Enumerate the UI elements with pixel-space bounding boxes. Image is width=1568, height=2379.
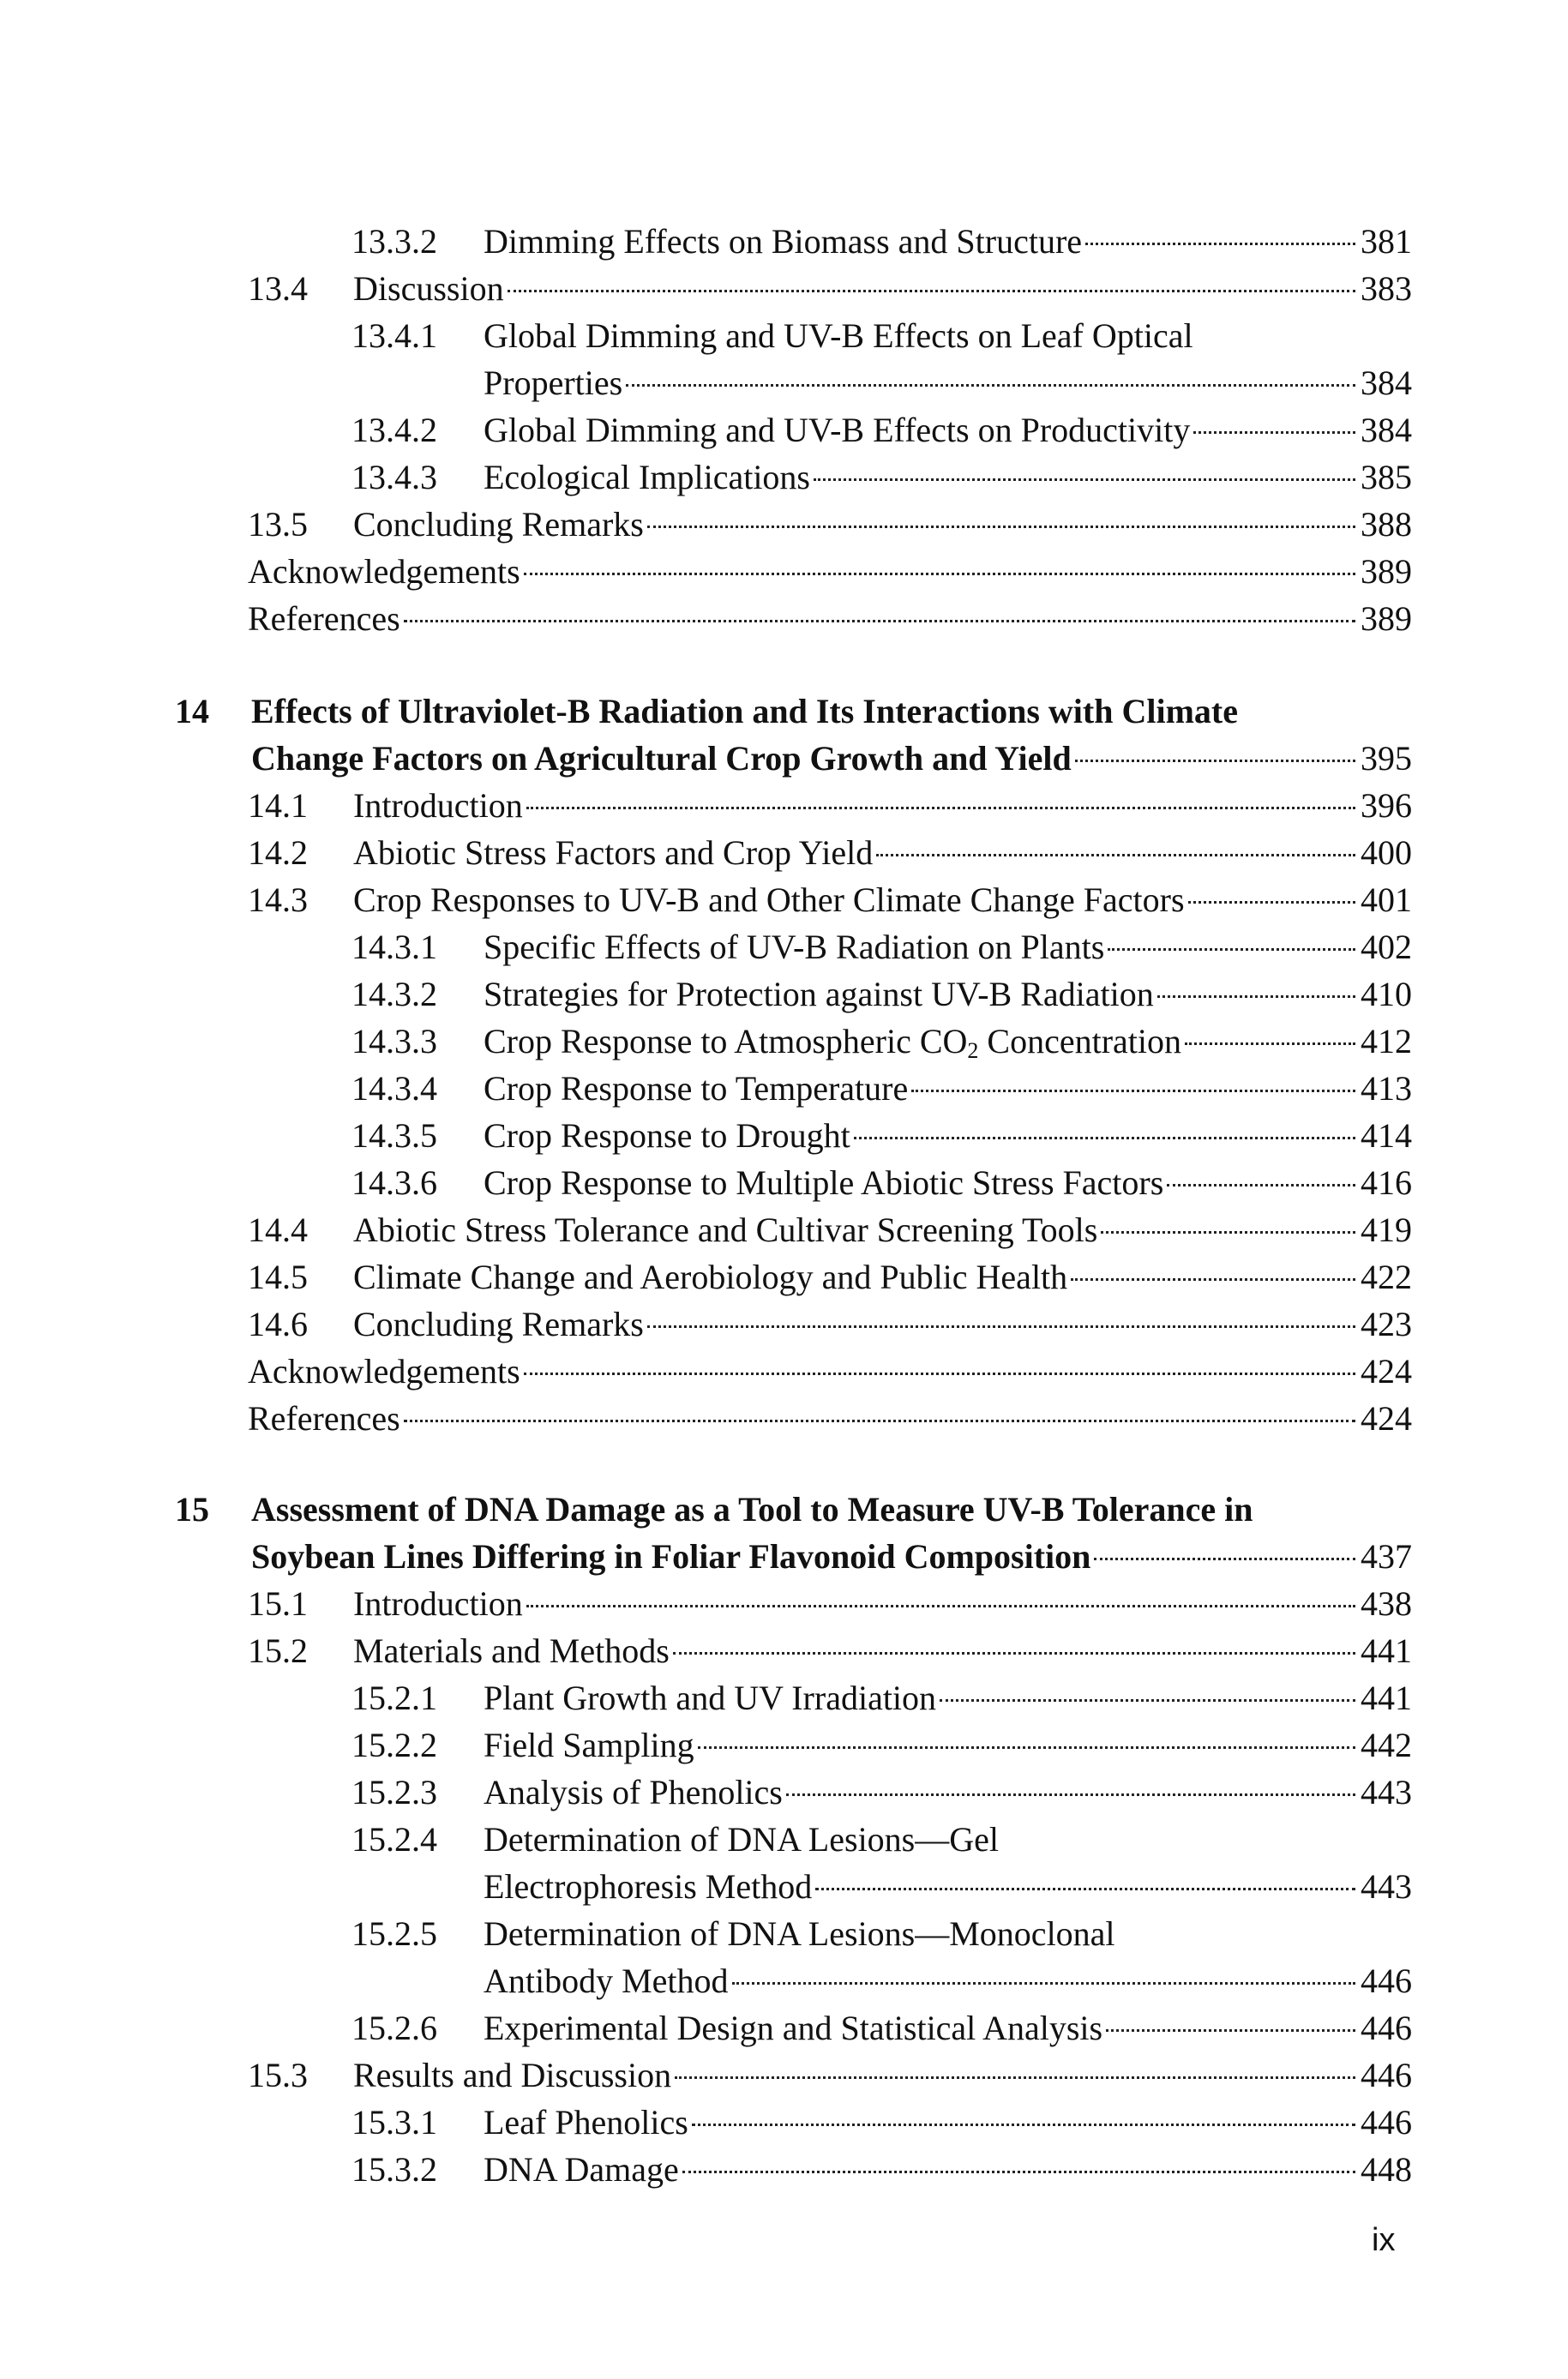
- entry-number: 15.3.2: [351, 2150, 437, 2189]
- dot-leader: [786, 1793, 1355, 1796]
- toc-entry: [0, 1674, 1568, 1722]
- toc-entry: [0, 548, 1568, 596]
- entry-number: 13.4.2: [351, 411, 437, 449]
- dot-leader: [1085, 243, 1355, 245]
- dot-leader: [1185, 1042, 1355, 1045]
- entry-title: Concluding Remarks: [353, 505, 644, 544]
- entry-number: 15.1: [248, 1584, 308, 1623]
- dot-leader: [647, 1325, 1355, 1328]
- entry-title: Materials and Methods: [353, 1631, 670, 1670]
- entry-title: Strategies for Protection against UV-B Radiation: [484, 975, 1154, 1013]
- dot-leader: [1193, 431, 1355, 434]
- entry-page: 381: [1361, 222, 1412, 261]
- entry-title: Plant Growth and UV Irradiation: [484, 1679, 937, 1717]
- chapter-heading: [0, 688, 1568, 736]
- toc-entry: [0, 782, 1568, 830]
- dot-leader: [911, 1090, 1355, 1092]
- entry-number: 13.4: [248, 269, 308, 308]
- dot-leader: [940, 1699, 1355, 1702]
- entry-number: 14.1: [248, 786, 308, 825]
- toc-entry: [0, 1627, 1568, 1675]
- entry-page: 396: [1361, 786, 1412, 825]
- entry-title: Abiotic Stress Factors and Crop Yield: [353, 833, 874, 872]
- entry-number: 13.3.2: [351, 222, 437, 261]
- entry-title: Acknowledgements: [248, 1352, 520, 1391]
- entry-title: Climate Change and Aerobiology and Public Health: [353, 1258, 1068, 1296]
- chapter-heading: [0, 1486, 1568, 1534]
- entry-number: 15.2.6: [351, 2009, 437, 2047]
- entry-page: 437: [1361, 1537, 1412, 1576]
- entry-page: 389: [1361, 599, 1412, 638]
- entry-number: 14.3: [248, 880, 308, 919]
- toc-entry: [0, 265, 1568, 313]
- entry-page: 402: [1361, 928, 1412, 966]
- toc-entry-continuation: [0, 1957, 1568, 2005]
- toc-entry: [0, 970, 1568, 1018]
- chapter-title-line1: Assessment of DNA Damage as a Tool to Measure UV-B Tolerance in: [251, 1490, 1253, 1529]
- entry-title: References: [248, 599, 400, 638]
- entry-number: 14.2: [248, 833, 308, 872]
- entry-title: Field Sampling: [484, 1726, 694, 1764]
- entry-page: 410: [1361, 975, 1412, 1013]
- dot-leader: [524, 1373, 1355, 1375]
- toc-entry: [0, 1112, 1568, 1160]
- toc-entry: [0, 454, 1568, 502]
- entry-page: 448: [1361, 2150, 1412, 2189]
- entry-number: 13.5: [248, 505, 308, 544]
- entry-number: 15.2.1: [351, 1679, 437, 1717]
- entry-number: 14.3.3: [351, 1022, 437, 1060]
- entry-title: Dimming Effects on Biomass and Structure: [484, 222, 1083, 261]
- toc-entry: [0, 1206, 1568, 1254]
- dot-leader: [508, 290, 1355, 292]
- toc-entry: [0, 1301, 1568, 1349]
- toc-entry: [0, 1395, 1568, 1443]
- entry-number: 15.2.2: [351, 1726, 437, 1764]
- dot-leader: [647, 526, 1355, 528]
- entry-number: 13.4.3: [351, 458, 437, 496]
- entry-number: 14.3.1: [351, 928, 437, 966]
- entry-title: DNA Damage: [484, 2150, 679, 2189]
- dot-leader: [404, 620, 1355, 622]
- chapter-title-line1: Effects of Ultraviolet-B Radiation and Its Interactions with Climate: [251, 692, 1238, 730]
- entry-number: 14.3.4: [351, 1069, 437, 1108]
- chapter-heading-continuation: [0, 735, 1568, 783]
- dot-leader: [692, 2124, 1355, 2126]
- entry-title: Concluding Remarks: [353, 1305, 644, 1343]
- entry-title-line1: Global Dimming and UV-B Effects on Leaf Optical: [484, 316, 1193, 355]
- dot-leader: [1075, 760, 1355, 762]
- entry-page: 385: [1361, 458, 1412, 496]
- entry-page: 383: [1361, 269, 1412, 308]
- entry-page: 443: [1361, 1773, 1412, 1811]
- entry-title: Abiotic Stress Tolerance and Cultivar Screening Tools: [353, 1211, 1098, 1249]
- toc-entry-continuation: [0, 1863, 1568, 1911]
- entry-title: Crop Response to Temperature: [484, 1069, 909, 1108]
- toc-entry: [0, 1910, 1568, 1958]
- toc-entry: [0, 1159, 1568, 1207]
- toc-entry: [0, 312, 1568, 360]
- entry-number: 15.2.3: [351, 1773, 437, 1811]
- entry-number: 14.3.2: [351, 975, 437, 1013]
- entry-title: Introduction: [353, 1584, 523, 1623]
- entry-title: Electrophoresis Method: [484, 1867, 813, 1906]
- entry-page: 419: [1361, 1211, 1412, 1249]
- entry-number: 15.3.1: [351, 2103, 437, 2142]
- entry-title: Crop Response to Drought: [484, 1116, 850, 1155]
- dot-leader: [526, 807, 1355, 809]
- entry-title: Experimental Design and Statistical Analysis: [484, 2009, 1103, 2047]
- dot-leader: [1094, 1558, 1355, 1560]
- chapter-title: Soybean Lines Differing in Foliar Flavonoid Composition: [251, 1537, 1091, 1576]
- dot-leader: [673, 1652, 1355, 1655]
- toc-entry: [0, 923, 1568, 971]
- dot-leader: [815, 1888, 1355, 1890]
- entry-page: 423: [1361, 1305, 1412, 1343]
- chapter-number: 14: [175, 692, 209, 730]
- entry-page: 443: [1361, 1867, 1412, 1906]
- entry-page: 438: [1361, 1584, 1412, 1623]
- toc-entry: [0, 1816, 1568, 1864]
- toc-entry: [0, 2146, 1568, 2194]
- toc-entry: [0, 1721, 1568, 1769]
- dot-leader: [404, 1420, 1355, 1422]
- entry-page: 389: [1361, 552, 1412, 591]
- toc-entry: [0, 1018, 1568, 1066]
- entry-page: 412: [1361, 1022, 1412, 1060]
- entry-title: Antibody Method: [484, 1961, 729, 2000]
- entry-page: 395: [1361, 739, 1412, 778]
- entry-page: 413: [1361, 1069, 1412, 1108]
- entry-number: 14.5: [248, 1258, 308, 1296]
- entry-page: 384: [1361, 411, 1412, 449]
- entry-number: 15.2.4: [351, 1820, 437, 1859]
- toc-entry: [0, 595, 1568, 643]
- dot-leader: [732, 1982, 1355, 1985]
- toc-entry: [0, 1769, 1568, 1817]
- toc-entry: [0, 2052, 1568, 2100]
- entry-number: 14.6: [248, 1305, 308, 1343]
- chapter-heading-continuation: [0, 1533, 1568, 1581]
- entry-title: Acknowledgements: [248, 552, 520, 591]
- entry-page: 424: [1361, 1352, 1412, 1391]
- entry-page: 424: [1361, 1399, 1412, 1438]
- entry-title: Results and Discussion: [353, 2056, 672, 2094]
- toc-entry: [0, 876, 1568, 924]
- toc-entry: [0, 1253, 1568, 1301]
- entry-number: 15.2: [248, 1631, 308, 1670]
- entry-title: Specific Effects of UV-B Radiation on Plants: [484, 928, 1105, 966]
- toc-entry: [0, 501, 1568, 549]
- toc-entry: [0, 1348, 1568, 1396]
- dot-leader: [1106, 2029, 1355, 2032]
- toc-entry: [0, 1065, 1568, 1113]
- dot-leader: [1071, 1278, 1355, 1281]
- entry-page: 422: [1361, 1258, 1412, 1296]
- entry-title: Discussion: [353, 269, 504, 308]
- toc-entry-continuation: [0, 359, 1568, 407]
- entry-page: 388: [1361, 505, 1412, 544]
- dot-leader: [1108, 948, 1355, 951]
- entry-page: 414: [1361, 1116, 1412, 1155]
- dot-leader: [526, 1605, 1355, 1607]
- chapter-number: 15: [175, 1490, 209, 1529]
- dot-leader: [682, 2171, 1355, 2173]
- toc-entry: [0, 2099, 1568, 2147]
- dot-leader: [814, 478, 1355, 481]
- entry-page: 416: [1361, 1163, 1412, 1202]
- dot-leader: [1167, 1184, 1355, 1186]
- entry-title: Ecological Implications: [484, 458, 810, 496]
- entry-title: Analysis of Phenolics: [484, 1773, 783, 1811]
- entry-title-line1: Determination of DNA Lesions—Gel: [484, 1820, 999, 1859]
- dot-leader: [1188, 901, 1355, 904]
- dot-leader: [524, 573, 1355, 575]
- dot-leader: [698, 1746, 1355, 1749]
- entry-page: 400: [1361, 833, 1412, 872]
- dot-leader: [626, 384, 1355, 387]
- toc-entry: [0, 406, 1568, 454]
- entry-page: 446: [1361, 2056, 1412, 2094]
- entry-page: 401: [1361, 880, 1412, 919]
- entry-title: Crop Response to Multiple Abiotic Stress Factors: [484, 1163, 1164, 1202]
- chapter-title: Change Factors on Agricultural Crop Growth and Yield: [251, 739, 1072, 778]
- dot-leader: [675, 2076, 1355, 2079]
- entry-title: Introduction: [353, 786, 523, 825]
- dot-leader: [1157, 995, 1355, 998]
- entry-page: 442: [1361, 1726, 1412, 1764]
- dot-leader: [1101, 1231, 1355, 1234]
- entry-title: Crop Responses to UV-B and Other Climate Change Factors: [353, 880, 1185, 919]
- entry-title: Properties: [484, 363, 623, 402]
- entry-number: 14.3.5: [351, 1116, 437, 1155]
- entry-number: 15.3: [248, 2056, 308, 2094]
- page-folio: ix: [1372, 2222, 1396, 2258]
- toc-entry: [0, 218, 1568, 266]
- entry-title-line1: Determination of DNA Lesions—Monoclonal: [484, 1914, 1115, 1953]
- entry-number: 15.2.5: [351, 1914, 437, 1953]
- entry-page: 384: [1361, 363, 1412, 402]
- entry-number: 14.3.6: [351, 1163, 437, 1202]
- entry-page: 441: [1361, 1679, 1412, 1717]
- entry-page: 446: [1361, 2103, 1412, 2142]
- entry-page: 446: [1361, 1961, 1412, 2000]
- entry-title: Leaf Phenolics: [484, 2103, 688, 2142]
- entry-title: Global Dimming and UV-B Effects on Productivity: [484, 411, 1191, 449]
- toc-entry: [0, 829, 1568, 877]
- entry-page: 441: [1361, 1631, 1412, 1670]
- dot-leader: [854, 1137, 1355, 1139]
- toc-entry: [0, 2004, 1568, 2052]
- entry-number: 13.4.1: [351, 316, 437, 355]
- dot-leader: [876, 854, 1355, 856]
- entry-title: Crop Response to Atmospheric $CO_2$ Concentration: [484, 1022, 1182, 1063]
- entry-page: 446: [1361, 2009, 1412, 2047]
- entry-title: References: [248, 1399, 400, 1438]
- entry-number: 14.4: [248, 1211, 308, 1249]
- toc-entry: [0, 1580, 1568, 1628]
